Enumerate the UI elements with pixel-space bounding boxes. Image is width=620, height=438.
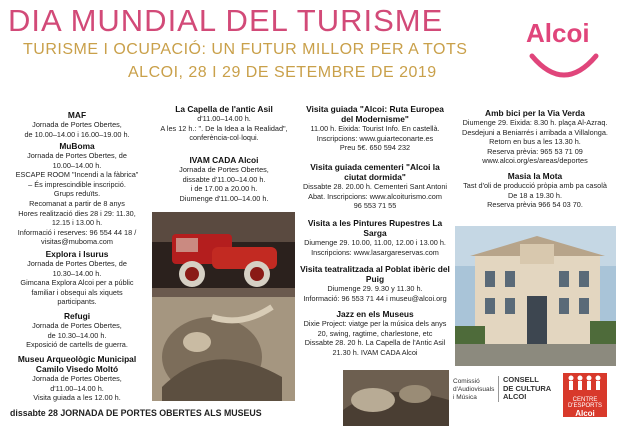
event-line: Grups reduïts.	[53, 189, 101, 199]
sponsor-line: CONSELL	[503, 375, 539, 384]
event-line: Retorn en bus a les 13.30 h.	[489, 137, 581, 147]
event-line: Recomanat a partir de 8 anys	[29, 198, 125, 208]
col2-event-ivam	[153, 155, 295, 203]
event-title: Museu Arqueològic Municipal Camilo Visedo Moltó	[17, 354, 137, 374]
col1-event-muboma	[4, 141, 150, 247]
event-line: 20, swing, ragtime, charlestone, etc	[317, 328, 433, 338]
col3-event-cementeri	[300, 162, 450, 211]
event-title: Visita teatralitzada al Poblat ibèric del Puig	[300, 264, 450, 284]
sponsor-line: d'Audiovisuals	[453, 386, 495, 393]
event-line: Desdejuni a Beniarrés i arribada a Villalonga.	[462, 127, 608, 137]
event-line: participants.	[57, 297, 97, 307]
page-subtitle: TURISME I OCUPACIÓ: UN FUTUR MILLOR PER A TOTS	[23, 41, 468, 58]
page-title: DIA MUNDIAL DEL TURISME	[8, 3, 444, 38]
event-title: Visita guiada cementeri "Alcoi la ciutat dormida"	[310, 162, 440, 182]
event-line: 11.00 h. Eixida: Tourist Info. En castellà.	[310, 124, 440, 133]
col1-event-explora	[8, 249, 146, 307]
event-line: Jornada de Portes Obertes,	[179, 165, 269, 174]
col4-event-bici	[455, 108, 615, 166]
event-title: Explora i Isurus	[45, 249, 109, 259]
event-line: dissabte d'11.00–14.00 h.	[182, 174, 266, 184]
event-line: Reserva prèvia: 965 53 71 09	[487, 146, 583, 156]
event-line: Preu 5€. 650 594 232	[339, 143, 411, 153]
event-line: Jornada de Portes Obertes, de	[27, 259, 127, 268]
event-dates: ALCOI, 28 I 29 DE SETEMBRE DE 2019	[128, 64, 437, 81]
event-line: d'11.00–14.00 h.	[197, 114, 251, 123]
smile-icon	[528, 50, 600, 86]
event-line: 96 553 71 55	[353, 201, 397, 211]
event-line: visitas@muboma.com	[41, 237, 113, 247]
sponsor-line: Alcoi	[575, 409, 595, 418]
event-line: Visita guiada a les 12.00 h.	[33, 393, 121, 403]
event-title: Masia la Mota	[507, 171, 563, 181]
event-title: Amb bici per la Via Verda	[485, 108, 585, 118]
event-line: Jornada de Portes Obertes,	[32, 374, 122, 383]
sculpture-detail-photo	[343, 370, 449, 426]
event-line: Hores realització dies 28 i 29: 11.30,	[18, 208, 136, 218]
event-line: Diumenge 29. Eixida: 8.30 h. plaça Al-Azraq.	[462, 118, 608, 127]
event-line: 10.00–14.00 h.	[52, 160, 102, 170]
event-line: d'11.00–14.00 h.	[50, 383, 104, 393]
event-line: 12.15 i 13.00 h.	[51, 218, 103, 228]
event-line: Dixie Project: viatge per la música dels anys	[303, 319, 447, 328]
event-line: Gimcana Explora Alcoi per a públic	[20, 278, 134, 288]
building-photo	[455, 226, 616, 366]
event-line: 21.30 h. IVAM CADA Alcoi	[332, 347, 418, 357]
col3-event-ruta	[300, 104, 450, 153]
event-title: Jazz en els Museus	[336, 309, 414, 319]
event-title: MAF	[67, 110, 87, 120]
event-line: conferència-col·loqui.	[189, 133, 259, 143]
col3-event-puig	[300, 264, 450, 303]
sponsor-line: i Música	[453, 394, 477, 401]
event-line: Jornada de Portes Obertes,	[32, 120, 122, 129]
event-line: Inscripcions: www.lasargareservas.com	[311, 247, 439, 257]
col2-event-capella	[153, 104, 295, 143]
footer-note: dissabte 28 JORNADA DE PORTES OBERTES ALS MUSEUS	[10, 408, 262, 418]
event-line: Inscripcions: www.guiarteconarte.es	[316, 133, 434, 143]
sculpture-photo	[152, 297, 295, 401]
event-title: MuBoma	[59, 141, 95, 151]
sponsor-centre-esports	[563, 373, 607, 417]
event-line: Informació i reserves: 96 554 44 18 /	[17, 227, 137, 237]
sponsor-audiovisuals	[453, 378, 494, 402]
event-line: 10.30–14.00 h.	[52, 268, 102, 278]
event-line: Informació: 96 553 71 44 i museu@alcoi.org	[303, 293, 447, 303]
event-line: Reserva prèvia 966 54 03 70.	[487, 200, 583, 210]
event-line: i de 17.00 a 20.00 h.	[190, 184, 258, 194]
event-line: Diumenge 29. 10.00, 11.00, 12.00 i 13.00 h.	[304, 238, 446, 247]
col4-event-masia	[455, 171, 615, 210]
event-line: Tast d'oli de producció pròpia amb pa casolà	[463, 181, 607, 190]
event-line: Dissabte 28. 20.00 h. Cementeri Sant Antoni	[303, 182, 447, 191]
col1-event-refugi	[8, 311, 146, 350]
event-line: Dissabte 28. 20 h. La Capella de l'Antic Asil	[304, 338, 446, 348]
event-line: familiar i obsequi als xiquets	[31, 287, 123, 297]
sponsor-line: Comissió	[453, 378, 480, 385]
sponsor-consell-cultura	[498, 376, 551, 402]
event-title: Refugi	[63, 311, 91, 321]
event-title: Visita a les Pintures Rupestres La Sarga	[307, 218, 443, 238]
col3-event-sarga	[300, 218, 450, 257]
sponsor-line: ALCOI	[503, 392, 527, 401]
runners-icon	[563, 373, 607, 393]
event-line: www.alcoi.org/es/areas/deportes	[482, 156, 588, 166]
col1-event-museu	[8, 354, 146, 403]
event-line: A les 12 h.: ". De la Idea a la Realidad",	[160, 123, 288, 133]
col3-event-jazz	[300, 309, 450, 357]
event-line: – És imprescindible inscripció.	[28, 179, 126, 189]
logo-text: Alcoi	[526, 18, 590, 48]
event-line: de 10.00–14.00 i 16.00–19.00 h.	[24, 129, 130, 139]
event-line: Diumenge 29. 9.30 y 11.30 h.	[327, 284, 423, 293]
vintage-car-photo	[152, 212, 295, 297]
sponsor-line: DE CULTURA	[503, 383, 552, 393]
event-line: Exposició de cartells de guerra.	[26, 340, 128, 350]
event-line: ESCAPE ROOM "Incendi a la fàbrica"	[15, 170, 139, 180]
event-title: IVAM CADA Alcoi	[189, 155, 259, 165]
event-line: Jornada de Portes Obertes,	[32, 321, 122, 330]
event-line: De 18 a 19.30 h.	[508, 190, 562, 200]
event-title: La Capella de l'antic Asil	[175, 104, 273, 114]
sponsor-line: CENTRE D'ESPORTS	[567, 397, 603, 409]
event-title: Visita guiada "Alcoi: Ruta Europea del Modernisme"	[306, 104, 444, 124]
alcoi-logo	[520, 18, 610, 88]
event-line: Jornada de Portes Obertes, de	[27, 151, 127, 160]
event-line: de 10.30–14.00 h.	[47, 330, 107, 340]
col1-event-maf	[8, 110, 146, 139]
event-line: Abat. Inscripcions: www.alcoiturismo.com	[308, 191, 442, 201]
event-line: Diumenge d'11.00–14.00 h.	[179, 193, 269, 203]
